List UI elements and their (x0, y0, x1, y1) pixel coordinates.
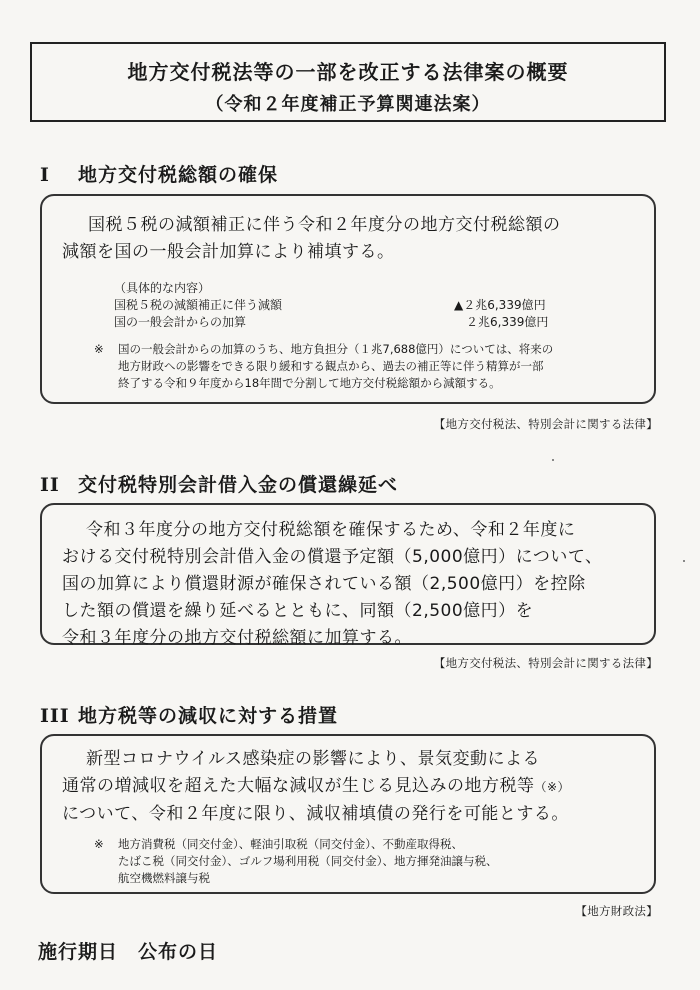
section-3-lead-text: 通常の増減収を超えた大幅な減収が生じる見込みの地方税等 (62, 776, 535, 796)
title-box (30, 42, 666, 122)
note-mark: ※ (94, 342, 104, 356)
document-title: 地方交付税法等の一部を改正する法律案の概要 (127, 60, 569, 84)
section-2-lead-line: 令和３年度分の地方交付税総額に加算する。 (62, 628, 412, 648)
section-3-lead-line: 新型コロナウイルス感染症の影響により、景気変動による (86, 749, 540, 769)
note-line: たばこ税（同交付金）、ゴルフ場利用税（同交付金）、地方揮発油譲与税、 (118, 854, 498, 868)
detail-amount: ２兆6,339億円 (466, 315, 549, 329)
section-3-heading (40, 701, 338, 728)
section-2-title: 交付税特別会計借入金の償還繰延べ (78, 474, 399, 496)
section-3-lead-line: について、令和２年度に限り、減収補填債の発行を可能とする。 (62, 804, 569, 824)
effective-date (38, 937, 218, 964)
section-3-box (40, 734, 656, 894)
note-line: 航空機燃料譲与税 (118, 871, 210, 885)
scan-speck (683, 560, 685, 562)
note-line: 地方財政への影響をできる限り緩和する観点から、過去の補正等に伴う精算が一部 (118, 359, 544, 373)
document-subtitle: （令和２年度補正予算関連法案） (205, 94, 491, 115)
section-1-lead-line: 減額を国の一般会計加算により補填する。 (62, 242, 395, 262)
detail-label: 国税５税の減額補正に伴う減額 (114, 298, 283, 312)
section-2-lead-line: 国の加算により償還財源が確保されている額（2,500億円）を控除 (62, 574, 586, 594)
scan-speck (552, 459, 554, 461)
section-1-number: I (40, 164, 50, 186)
section-2-number: II (40, 474, 60, 496)
section-1-note (42, 331, 654, 392)
section-2-law-reference: 【地方交付税法、特別会計に関する法律】 (433, 656, 658, 670)
detail-amount: ▲２兆6,339億円 (454, 298, 546, 312)
note-line: 地方消費税（同交付金）、軽油引取税（同交付金）、不動産取得税、 (118, 837, 463, 851)
detail-label: 国の一般会計からの加算 (114, 315, 247, 329)
section-2-heading (40, 470, 398, 497)
details-label: （具体的な内容） (114, 281, 211, 295)
section-2-lead-line: 令和３年度分の地方交付税総額を確保するため、令和２年度に (86, 520, 576, 540)
section-2-box (40, 503, 656, 648)
section-3-law-reference: 【地方財政法】 (575, 904, 658, 918)
detail-row (114, 314, 584, 331)
section-1-box (40, 194, 656, 404)
section-1-title: 地方交付税総額の確保 (78, 164, 279, 186)
section-3-number: III (40, 705, 70, 727)
effective-date-value: 公布の日 (138, 941, 219, 963)
lead-note-reference: （※） (534, 780, 571, 794)
section-3-lead-line (62, 773, 654, 801)
section-3-title: 地方税等の減収に対する措置 (78, 705, 339, 727)
note-mark: ※ (94, 837, 104, 851)
section-1-heading (40, 160, 278, 187)
effective-date-label: 施行期日 (38, 941, 119, 963)
section-2-lead-line: おける交付税特別会計借入金の償還予定額（5,000億円）について、 (62, 547, 603, 567)
note-line: 終了する令和９年度から18年間で分割して地方交付税総額から減額する。 (118, 376, 501, 390)
section-2-lead-line: した額の償還を繰り延べるとともに、同額（2,500億円）を (62, 601, 534, 621)
section-1-law-reference: 【地方交付税法、特別会計に関する法律】 (433, 417, 658, 431)
note-line: 国の一般会計からの加算のうち、地方負担分（１兆7,688億円）については、将来の (118, 342, 554, 356)
section-1-lead-line: 国税５税の減額補正に伴う令和２年度分の地方交付税総額の (88, 215, 561, 235)
detail-row (114, 297, 584, 314)
section-3-note (42, 828, 654, 887)
